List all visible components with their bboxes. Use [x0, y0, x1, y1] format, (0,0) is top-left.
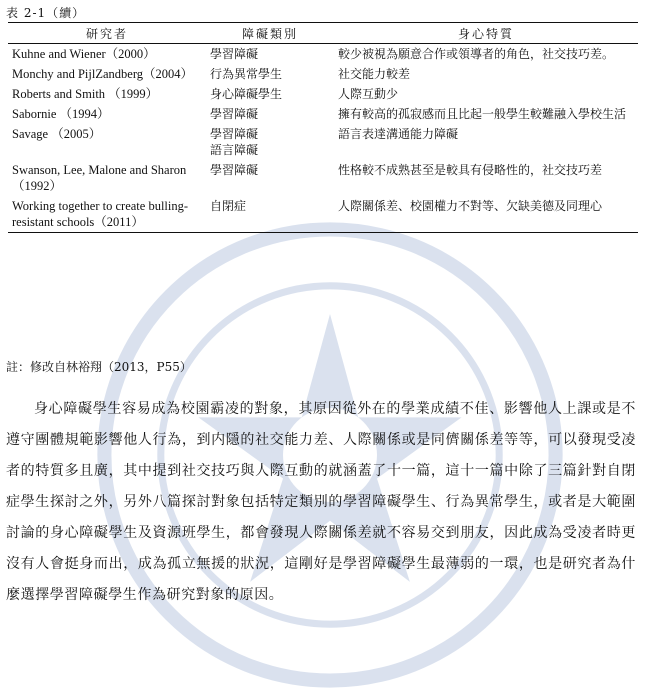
- table-note: 註：修改自林裕翔（2013，P55）: [6, 360, 192, 374]
- table-row: [8, 160, 638, 196]
- cell-type: 學習障礙: [210, 47, 259, 61]
- cell-author: Sabornie （1994）: [12, 107, 110, 121]
- cell-type: 身心障礙學生: [210, 87, 283, 101]
- cell-author: Kuhne and Wiener（2000）: [12, 47, 156, 61]
- header-disability-type: 障礙類別: [206, 23, 334, 44]
- cell-type: 自閉症: [206, 196, 334, 233]
- cell-author: Swanson, Lee, Malone and Sharon （1992）: [12, 163, 187, 193]
- table-row: [8, 124, 638, 160]
- table-row: [8, 196, 638, 233]
- cell-feature: 擁有較高的孤寂感而且比起一般學生較難融入學校生活: [338, 107, 627, 121]
- cell-author: Roberts and Smith （1999）: [12, 87, 159, 101]
- cell-feature: 性格較不成熟甚至是較具有侵略性的，社交技巧差: [338, 163, 603, 177]
- cell-author: Savage （2005）: [12, 127, 102, 141]
- cell-type: 行為異常學生: [210, 67, 283, 81]
- cell-type: 學習障礙: [210, 163, 259, 177]
- cell-type: 學習障礙: [210, 107, 259, 121]
- header-researcher: 研究者: [8, 23, 206, 44]
- table-row: [8, 44, 638, 65]
- header-characteristics: 身心特質: [334, 23, 638, 44]
- reference-table: [8, 22, 638, 233]
- table-row: [8, 64, 638, 84]
- cell-feature: 人際關係差、校園權力不對等、欠缺美德及同理心: [334, 196, 638, 233]
- body-paragraph: 身心障礙學生容易成為校園霸凌的對象，其原因從外在的學業成績不佳、影響他人上課或是不遵守團體規範影響他人行為，到内隱的社交能力差、人際關係或是同儕關係差等等，可以發現受凌者的特質多且廣，其中提到社交技巧與人際互動的就涵蓋了十一篇，這十一篇中除了三篇針對自閉症學生探討之外，另外八篇探討對象包括特定類別的學習障礙學生、行為異常學生，或者是大範圍討論的身心障礙學生及資源班學生，都會發現人際關係差就不容易交到朋友，因此成為受凌者時更沒有人會挺身而出，成為孤立無援的狀況，這剛好是學習障礙學生最薄弱的一環，也是研究者為什麼選擇學習障礙學生作為研究對象的原因。: [6, 401, 636, 603]
- cell-author: Monchy and PijlZandberg（2004）: [12, 67, 193, 81]
- table-header-row: [8, 23, 638, 44]
- cell-feature: 語言表達溝通能力障礙: [338, 127, 459, 141]
- cell-feature: 人際互動少: [338, 87, 399, 101]
- table-row: [8, 104, 638, 124]
- cell-author: Working together to create bulling-resistant schools（2011）: [8, 196, 206, 233]
- table-caption: 表 2-1（續）: [6, 6, 86, 20]
- table-row: [8, 84, 638, 104]
- cell-feature: 較少被視為願意合作或領導者的角色，社交技巧差。: [338, 47, 615, 61]
- cell-feature: 社交能力較差: [338, 67, 411, 81]
- cell-type: 學習障礙 語言障礙: [210, 127, 259, 157]
